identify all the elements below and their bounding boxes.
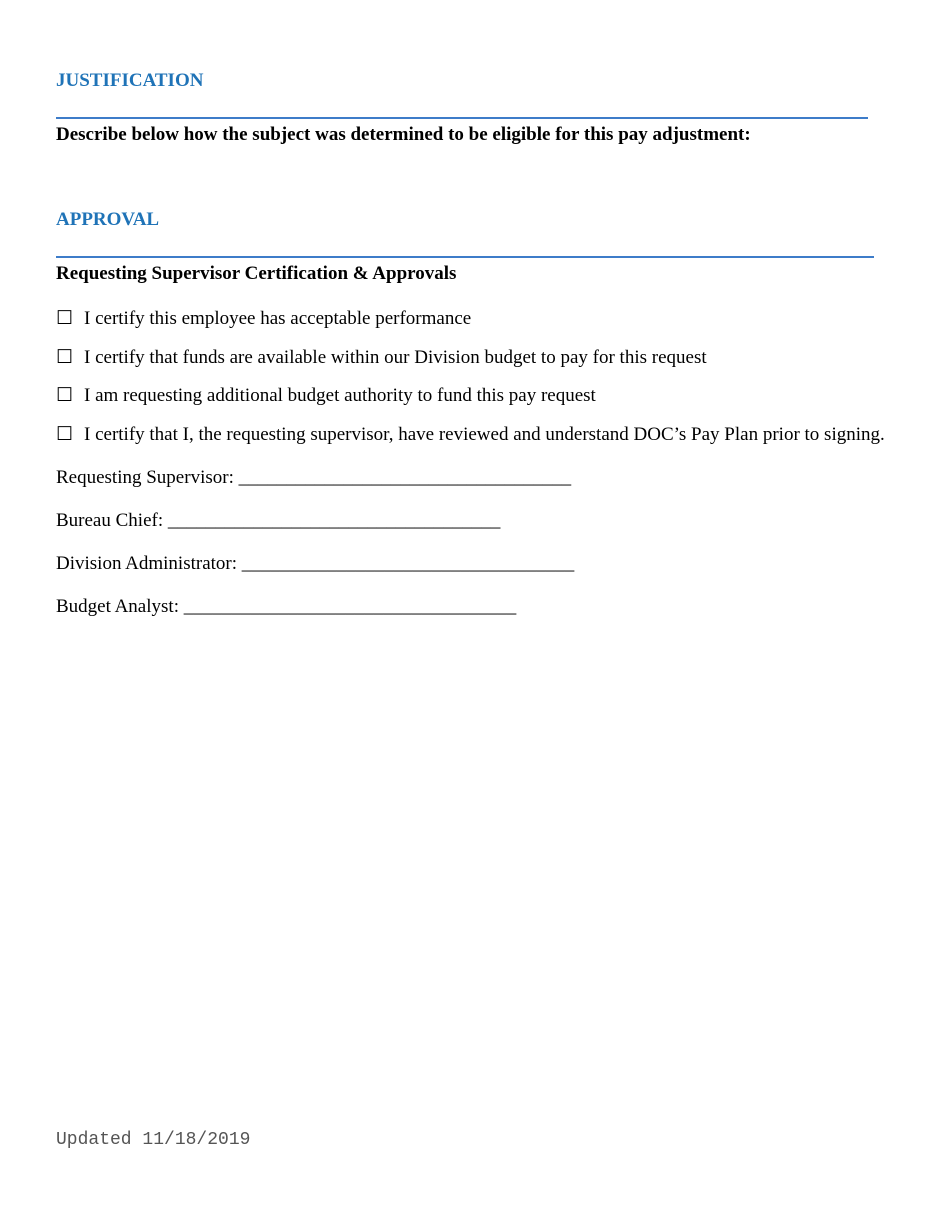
signature-blank-line[interactable]: ___________________________________ — [238, 467, 572, 488]
updated-date-footer: Updated 11/18/2019 — [56, 1130, 251, 1150]
certification-item-pay-plan-reviewed[interactable] — [56, 423, 885, 446]
certification-subheading: Requesting Supervisor Certification & Approvals — [56, 263, 457, 284]
signature-blank-line[interactable]: ___________________________________ — [183, 596, 517, 617]
signature-label: Division Administrator: — [56, 553, 238, 574]
signature-blank-line[interactable]: ___________________________________ — [167, 510, 501, 531]
certification-label: I am requesting additional budget authority to fund this pay request — [84, 385, 596, 406]
approval-divider — [56, 256, 874, 258]
justification-prompt: Describe below how the subject was determined to be eligible for this pay adjustment: — [56, 124, 751, 145]
certification-label: I certify this employee has acceptable performance — [84, 308, 472, 329]
certification-item-funds-available[interactable] — [56, 346, 707, 369]
checkbox-icon[interactable]: ☐ — [56, 347, 74, 368]
certification-label: I certify that funds are available within our Division budget to pay for this request — [84, 347, 707, 368]
signature-label: Requesting Supervisor: — [56, 467, 234, 488]
checkbox-icon[interactable]: ☐ — [56, 308, 74, 329]
signature-blank-line[interactable]: ___________________________________ — [241, 553, 575, 574]
justification-divider — [56, 117, 868, 119]
signature-division-administrator — [56, 553, 574, 575]
certification-item-performance[interactable] — [56, 307, 471, 330]
certification-label: I certify that I, the requesting supervisor, have reviewed and understand DOC’s Pay Plan prior to signing. — [84, 424, 885, 445]
signature-label: Budget Analyst: — [56, 596, 179, 617]
signature-label: Bureau Chief: — [56, 510, 164, 531]
justification-heading: JUSTIFICATION — [56, 70, 204, 91]
signature-budget-analyst — [56, 596, 516, 618]
certification-item-budget-authority[interactable] — [56, 384, 596, 407]
checkbox-icon[interactable]: ☐ — [56, 424, 74, 445]
checkbox-icon[interactable]: ☐ — [56, 385, 74, 406]
signature-requesting-supervisor — [56, 467, 571, 489]
approval-heading: APPROVAL — [56, 209, 160, 230]
signature-bureau-chief — [56, 510, 500, 532]
